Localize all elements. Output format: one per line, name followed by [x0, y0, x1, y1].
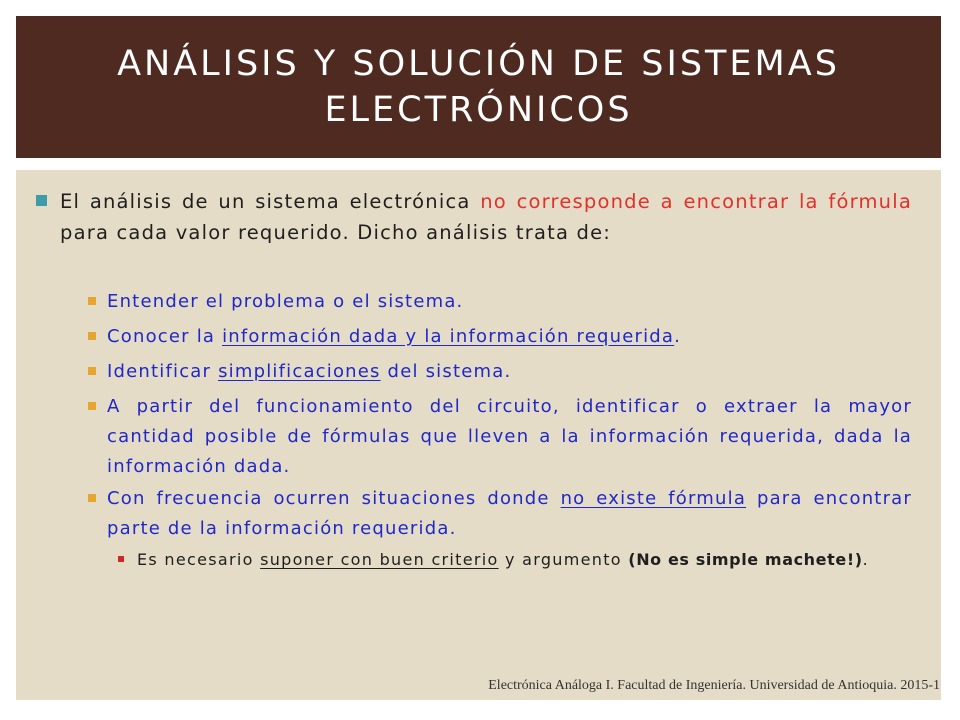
main-bullet-text-1: El análisis de un sistema electrónica — [60, 190, 481, 213]
title-bar — [16, 16, 941, 158]
sub-item-1 — [107, 287, 912, 317]
title-line-1: ANÁLISIS Y SOLUCIÓN DE SISTEMAS — [117, 44, 840, 84]
square-bullet-icon — [88, 367, 96, 375]
sub-sub-item-text-2: y argumento — [498, 550, 629, 569]
sub-item-2 — [107, 322, 912, 352]
square-bullet-icon — [88, 332, 96, 340]
square-bullet-icon — [88, 494, 96, 502]
title-line-2: ELECTRÓNICOS — [324, 90, 633, 130]
sub-item-5-underlined: no existe fórmula — [560, 488, 747, 509]
sub-item-2-text-2: . — [674, 326, 682, 347]
sub-item-1-text: Entender el problema o el sistema. — [107, 291, 464, 312]
main-bullet-highlight: no corresponde a encontrar la fórmula — [480, 190, 912, 213]
square-bullet-icon — [118, 556, 124, 562]
sub-item-3 — [107, 357, 912, 387]
sub-item-2-underlined: información dada y la información requerida — [222, 326, 675, 347]
sub-item-3-text-2: del sistema. — [380, 361, 512, 382]
sub-item-4 — [107, 392, 912, 482]
sub-sub-item-text-1: Es necesario — [137, 550, 261, 569]
sub-item-2-text-1: Conocer la — [107, 326, 223, 347]
sub-sub-item-underlined: suponer con buen criterio — [260, 550, 499, 569]
sub-item-5 — [107, 484, 912, 544]
main-bullet-text-2: para cada valor requerido. Dicho análisis trata de: — [60, 221, 612, 244]
main-bullet — [60, 186, 912, 248]
sub-sub-item — [137, 546, 912, 574]
square-bullet-icon — [88, 297, 96, 305]
sub-item-4-text: A partir del funcionamiento del circuito, identificar o extraer la mayor cantidad posible de fórmulas que lleven a la información requerida, dada la información dada. — [107, 396, 912, 477]
slide-title — [117, 41, 840, 133]
sub-sub-item-text-3: . — [862, 550, 870, 569]
sub-item-5-text-2: para encontrar parte de la información requerida. — [107, 488, 912, 539]
square-bullet-icon — [88, 402, 96, 410]
sub-item-5-text-1: Con frecuencia ocurren situaciones donde — [107, 488, 561, 509]
square-bullet-icon — [36, 195, 47, 206]
sub-sub-item-bold: (No es simple machete!) — [628, 550, 863, 569]
sub-item-3-text-1: Identificar — [107, 361, 219, 382]
footer-text: Electrónica Análoga I. Facultad de Ingeniería. Universidad de Antioquia. 2015-1 — [488, 678, 940, 693]
sub-item-3-underlined: simplificaciones — [218, 361, 381, 382]
